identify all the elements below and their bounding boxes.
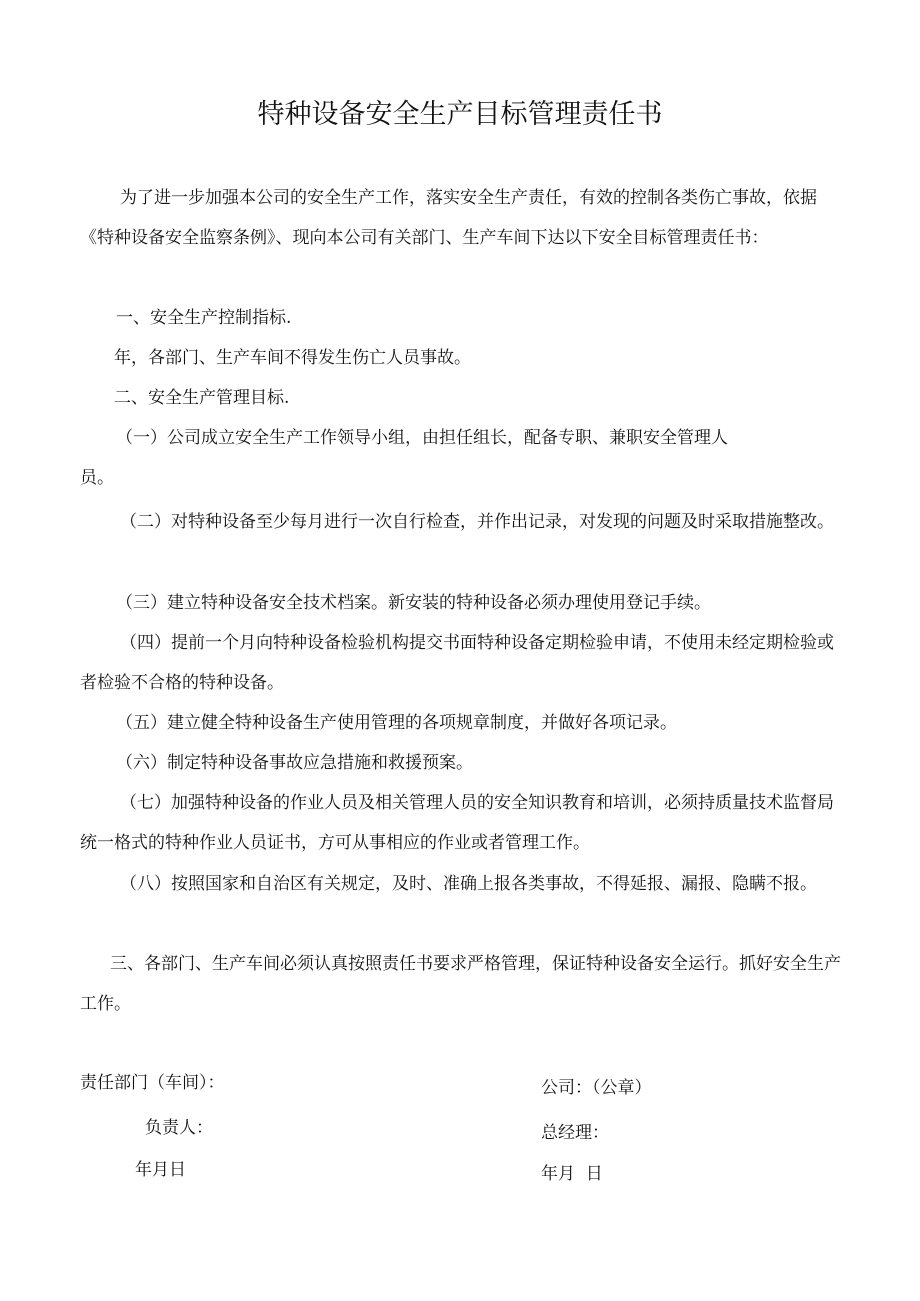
dept-date: 年月日 <box>135 1160 186 1180</box>
intro-paragraph: 为了进一步加强本公司的安全生产工作，落实安全生产责任，有效的控制各类伤亡事故，依据《特种设备安全监察条例》、现向本公司有关部门、生产车间下达以下安全目标管理责任书： <box>80 188 817 248</box>
document-title: 特种设备安全生产目标管理责任书 <box>257 99 663 130</box>
item-8: （八）按照国家和自治区有关规定，及时、准确上报各类事故，不得延报、漏报、隐瞒不报。 <box>120 874 817 894</box>
manager-label: 总经理： <box>541 1123 609 1143</box>
company-label: 公司：（公章） <box>541 1078 652 1098</box>
section-1-text: 年，各部门、生产车间不得发生伤亡人员事故。 <box>114 348 471 368</box>
item-4: （四）提前一个月向特种设备检验机构提交书面特种设备定期检验申请，不使用未经定期检验或者检验不合格的特种设备。 <box>80 633 834 693</box>
item-7: （七）加强特种设备的作业人员及相关管理人员的安全知识教育和培训，必须持质量技术监督局统一格式的特种作业人员证书，方可从事相应的作业或者管理工作。 <box>80 793 834 853</box>
section-2-heading: 二、安全生产管理目标. <box>114 388 290 408</box>
section-1-heading: 一、安全生产控制指标. <box>116 308 292 328</box>
item-5: （五）建立健全特种设备生产使用管理的各项规章制度，并做好各项记录。 <box>116 713 677 733</box>
item-1: （一）公司成立安全生产工作领导小组，由担任组长，配备专职、兼职安全管理人员。 <box>80 428 728 488</box>
section-3: 三、各部门、生产车间必须认真按照责任书要求严格管理，保证特种设备安全运行。抓好安全生产工作。 <box>80 954 841 1014</box>
item-6: （六）制定特种设备事故应急措施和救援预案。 <box>116 753 473 773</box>
item-3: （三）建立特种设备安全技术档案。新安装的特种设备必须办理使用登记手续。 <box>116 593 711 613</box>
company-date: 年月 日 <box>541 1164 603 1184</box>
item-2: （二）对特种设备至少每月进行一次自行检查，并作出记录，对发现的问题及时采取措施整改。 <box>120 512 834 532</box>
dept-label: 责任部门（车间）： <box>80 1073 225 1093</box>
person-label: 负责人： <box>145 1118 213 1138</box>
